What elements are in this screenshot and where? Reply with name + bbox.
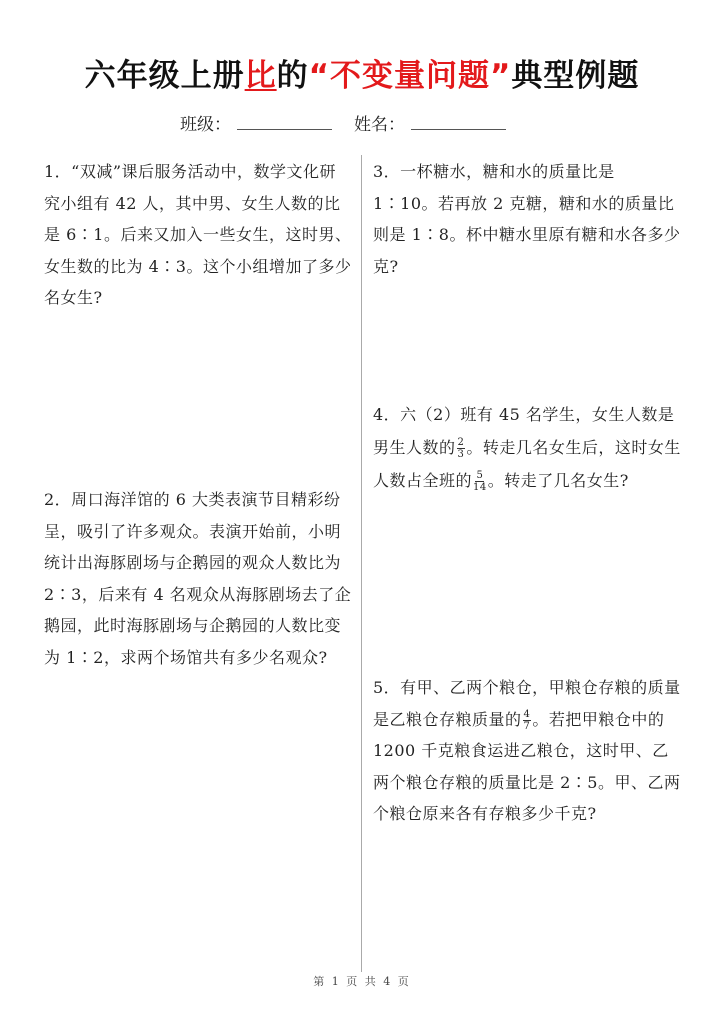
name-label: 姓名： (354, 115, 405, 135)
question-4-text-a: 4．六（2）班有 45 名学生，女生人数是男生人数的 (373, 405, 675, 457)
question-5 (373, 672, 681, 830)
fraction-denominator: 14 (473, 482, 487, 493)
fraction-five-fourteenths (473, 470, 487, 493)
fraction-two-thirds (457, 437, 466, 460)
fraction-numerator: 4 (523, 708, 531, 720)
fraction-numerator: 5 (476, 470, 484, 481)
page-title (0, 50, 724, 95)
question-4-text-c: 。转走了几名女生? (487, 471, 629, 490)
question-3: 3．一杯糖水，糖和水的质量比是 1∶10。若再放 2 克糖，糖和水的质量比则是 1∶8。杯中糖水里原有糖和水各多少克? (373, 162, 681, 276)
question-4 (373, 398, 681, 497)
title-part1: 六年级上册 (84, 58, 245, 94)
question-2: 2．周口海洋馆的 6 大类表演节目精彩纷呈，吸引了许多观众。表演开始前，小明统计出海豚剧场与企鹅园的观众人数比为 2∶3，后来有 4 名观众从海豚剧场去了企鹅园，此时海豚剧场与企鹅园的人数比变为 1∶2，求两个场馆共有多少名观众? (44, 490, 352, 667)
title-quoted: “不变量问题” (308, 58, 512, 94)
fraction-denominator: 7 (523, 720, 531, 732)
question-4-text-b: 。转走几名女生后，这时女生人数占全班的 (373, 438, 681, 490)
student-info (180, 110, 528, 135)
name-blank-field[interactable] (411, 113, 506, 130)
page-footer: 第 1 页 共 4 页 (313, 975, 411, 988)
column-divider (361, 155, 362, 972)
class-label: 班级： (180, 115, 231, 135)
fraction-four-sevenths (523, 709, 532, 732)
title-part2: 的 (276, 58, 309, 94)
class-blank-field[interactable] (237, 113, 332, 130)
title-part3: 典型例题 (511, 58, 640, 94)
question-1: 1．“双减”课后服务活动中，数学文化研究小组有 42 人，其中男、女生人数的比是 6∶1。后来又加入一些女生，这时男、女生数的比为 4∶3。这个小组增加了多少名女生? (44, 162, 352, 307)
question-5-text-b: 。若把甲粮仓中的 1200 千克粮食运进乙粮仓，这时甲、乙两个粮仓存粮的质量比是 2∶5。甲、乙两个粮仓原来各有存粮多少千克? (373, 709, 681, 823)
fraction-denominator: 3 (457, 449, 465, 460)
question-5-text-a: 5．有甲、乙两个粮仓，甲粮仓存粮的质量是乙粮仓存粮质量的 (373, 678, 681, 729)
fraction-numerator: 2 (457, 437, 465, 448)
title-highlight: 比 (244, 58, 277, 94)
